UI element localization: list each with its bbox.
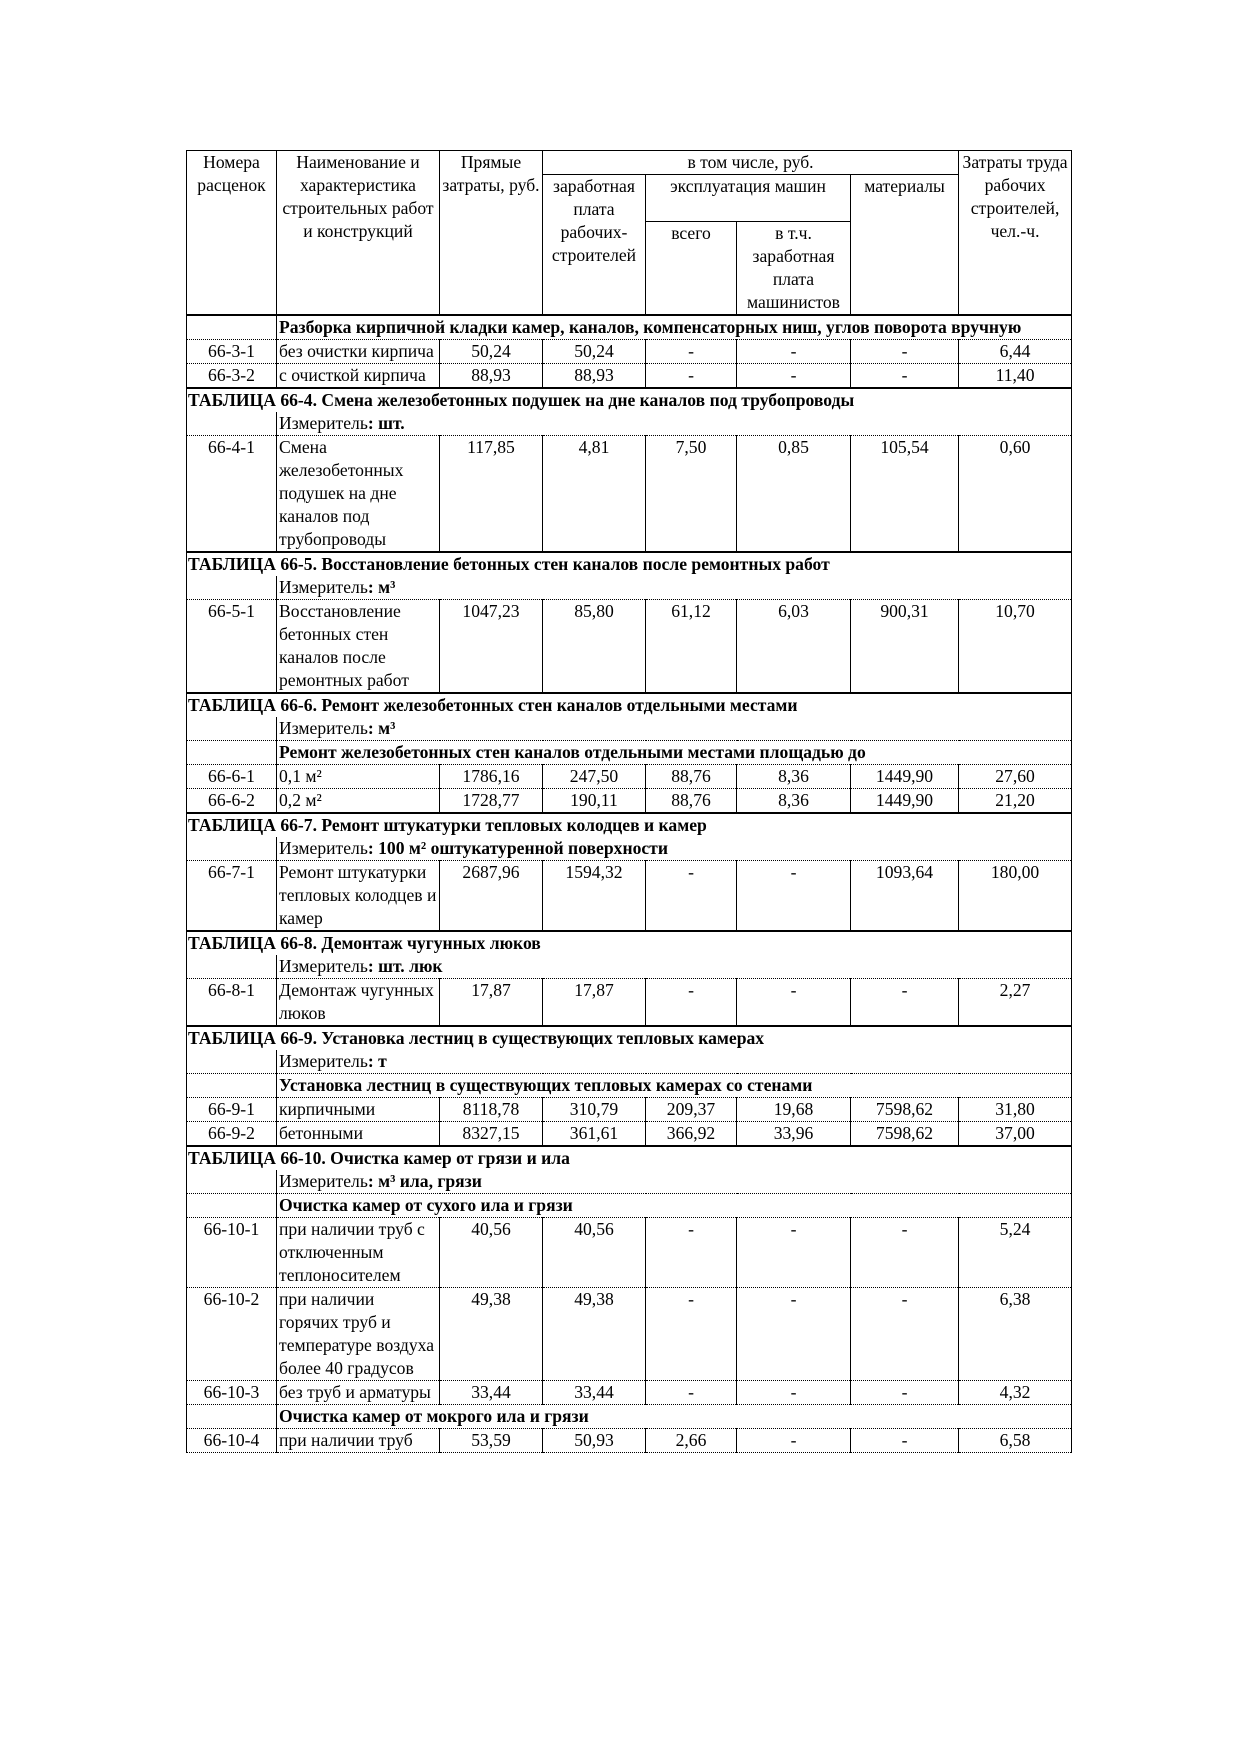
group-title: Ремонт железобетонных стен каналов отдельными местами площадью до [277, 741, 1072, 765]
rate-name: без очистки кирпича [277, 340, 440, 364]
rate-wage: 49,38 [543, 1288, 646, 1381]
rate-name: без труб и арматуры [277, 1381, 440, 1405]
rate-name: Смена железобетонных подушек на дне каналов под трубопроводы [277, 436, 440, 553]
measure-value: : м³ [367, 577, 396, 597]
measure [277, 717, 1072, 741]
rate-labor: 31,80 [959, 1098, 1072, 1122]
rate-wage: 1594,32 [543, 861, 646, 932]
rate-materials: - [851, 1429, 959, 1453]
rate-machines: 2,66 [646, 1429, 737, 1453]
rate-wage: 310,79 [543, 1098, 646, 1122]
rate-labor: 27,60 [959, 765, 1072, 789]
rate-labor: 0,60 [959, 436, 1072, 553]
rate-wage: 85,80 [543, 600, 646, 694]
rates-table [186, 150, 1072, 1453]
rate-code: 66-6-1 [187, 765, 277, 789]
table-row [187, 765, 1072, 789]
rate-code: 66-7-1 [187, 861, 277, 932]
rate-machines-wage: 0,85 [737, 436, 851, 553]
table-row [187, 1122, 1072, 1147]
table-title-row [187, 552, 1072, 576]
rate-materials: 1449,90 [851, 789, 959, 814]
rate-code: 66-9-2 [187, 1122, 277, 1147]
group-title: Установка лестниц в существующих тепловых камерах со стенами [277, 1074, 1072, 1098]
group-title: Очистка камер от мокрого ила и грязи [277, 1405, 1072, 1429]
rate-direct: 1728,77 [440, 789, 543, 814]
rate-wage: 17,87 [543, 979, 646, 1027]
rate-direct: 40,56 [440, 1218, 543, 1288]
table-title: ТАБЛИЦА 66-5. Восстановление бетонных стен каналов после ремонтных работ [187, 552, 1072, 576]
rate-wage: 33,44 [543, 1381, 646, 1405]
table-row [187, 436, 1072, 553]
header-machines: эксплуатация машин [646, 175, 851, 222]
table-title-row [187, 931, 1072, 955]
rate-wage: 88,93 [543, 364, 646, 389]
rate-machines-wage: 8,36 [737, 765, 851, 789]
rate-machines-wage: - [737, 979, 851, 1027]
rate-code: 66-5-1 [187, 600, 277, 694]
measure [277, 837, 1072, 861]
table-title-row [187, 1146, 1072, 1170]
table-row [187, 1429, 1072, 1453]
rate-direct: 49,38 [440, 1288, 543, 1381]
table-title-row [187, 1026, 1072, 1050]
rate-code: 66-10-1 [187, 1218, 277, 1288]
header-direct: Прямые затраты, руб. [440, 151, 543, 316]
measure-row [187, 1170, 1072, 1194]
header-row-1 [187, 151, 1072, 175]
rate-machines-wage: 33,96 [737, 1122, 851, 1147]
rate-name: Демонтаж чугунных люков [277, 979, 440, 1027]
rate-code: 66-8-1 [187, 979, 277, 1027]
rate-direct: 8327,15 [440, 1122, 543, 1147]
rate-code: 66-6-2 [187, 789, 277, 814]
measure [277, 955, 1072, 979]
measure-row [187, 576, 1072, 600]
measure-label: Измеритель [279, 956, 368, 976]
rate-direct: 8118,78 [440, 1098, 543, 1122]
rate-direct: 2687,96 [440, 861, 543, 932]
rate-machines-wage: 6,03 [737, 600, 851, 694]
measure-row [187, 837, 1072, 861]
rate-machines: - [646, 861, 737, 932]
rate-labor: 11,40 [959, 364, 1072, 389]
table-title: ТАБЛИЦА 66-4. Смена железобетонных подушек на дне каналов под трубопроводы [187, 388, 1072, 412]
rate-code: 66-10-3 [187, 1381, 277, 1405]
rate-machines-wage: - [737, 1218, 851, 1288]
rate-name: при наличии труб с отключенным теплоносителем [277, 1218, 440, 1288]
rate-wage: 50,24 [543, 340, 646, 364]
rate-name: кирпичными [277, 1098, 440, 1122]
rate-materials: - [851, 1218, 959, 1288]
measure-label: Измеритель [279, 1051, 368, 1071]
rate-machines: 61,12 [646, 600, 737, 694]
rate-machines: 366,92 [646, 1122, 737, 1147]
rate-name: с очисткой кирпича [277, 364, 440, 389]
rate-wage: 190,11 [543, 789, 646, 814]
rate-labor: 6,38 [959, 1288, 1072, 1381]
table-row [187, 979, 1072, 1027]
rate-machines-wage: - [737, 340, 851, 364]
rate-materials: - [851, 364, 959, 389]
rate-machines: 88,76 [646, 765, 737, 789]
measure [277, 576, 1072, 600]
rate-materials: 105,54 [851, 436, 959, 553]
rate-labor: 6,44 [959, 340, 1072, 364]
rate-direct: 50,24 [440, 340, 543, 364]
group-row [187, 741, 1072, 765]
rate-direct: 1047,23 [440, 600, 543, 694]
rate-machines-wage: 8,36 [737, 789, 851, 814]
rate-machines: - [646, 340, 737, 364]
rate-direct: 17,87 [440, 979, 543, 1027]
rate-machines-wage: - [737, 1429, 851, 1453]
rate-materials: - [851, 979, 959, 1027]
rate-code: 66-3-2 [187, 364, 277, 389]
rate-machines: - [646, 979, 737, 1027]
rate-wage: 40,56 [543, 1218, 646, 1288]
table-row [187, 364, 1072, 389]
header-machines-total: всего [646, 222, 737, 316]
rate-direct: 53,59 [440, 1429, 543, 1453]
rate-labor: 21,20 [959, 789, 1072, 814]
table-row [187, 861, 1072, 932]
header-including: в том числе, руб. [543, 151, 959, 175]
rate-labor: 180,00 [959, 861, 1072, 932]
rate-labor: 4,32 [959, 1381, 1072, 1405]
rate-labor: 10,70 [959, 600, 1072, 694]
rate-machines: 7,50 [646, 436, 737, 553]
rate-wage: 50,93 [543, 1429, 646, 1453]
rate-machines: 209,37 [646, 1098, 737, 1122]
measure-value: : м³ [367, 718, 396, 738]
rate-name: при наличии труб [277, 1429, 440, 1453]
measure-row [187, 412, 1072, 436]
rate-name: 0,1 м² [277, 765, 440, 789]
measure [277, 412, 1072, 436]
rate-code: 66-3-1 [187, 340, 277, 364]
measure-value: : т [367, 1051, 387, 1071]
group-row [187, 1194, 1072, 1218]
measure-label: Измеритель [279, 718, 368, 738]
measure-row [187, 1050, 1072, 1074]
rate-materials: - [851, 340, 959, 364]
rate-wage: 361,61 [543, 1122, 646, 1147]
table-title: ТАБЛИЦА 66-8. Демонтаж чугунных люков [187, 931, 1072, 955]
rate-code: 66-10-2 [187, 1288, 277, 1381]
rate-machines: - [646, 1288, 737, 1381]
group-title: Очистка камер от сухого ила и грязи [277, 1194, 1072, 1218]
header-name: Наименование и характеристика строительных работ и конструкций [277, 151, 440, 316]
rate-name: Восстановление бетонных стен каналов после ремонтных работ [277, 600, 440, 694]
rate-direct: 88,93 [440, 364, 543, 389]
rate-materials: 7598,62 [851, 1098, 959, 1122]
group-row [187, 1074, 1072, 1098]
rate-machines: - [646, 364, 737, 389]
rate-direct: 1786,16 [440, 765, 543, 789]
header-machines-wage: в т.ч. заработная плата машинистов [737, 222, 851, 316]
table-title: ТАБЛИЦА 66-6. Ремонт железобетонных стен каналов отдельными местами [187, 693, 1072, 717]
rate-code: 66-9-1 [187, 1098, 277, 1122]
measure-value: : м³ ила, грязи [367, 1171, 482, 1191]
table-title-row [187, 693, 1072, 717]
header-number: Номера расценок [187, 151, 277, 316]
rate-wage: 4,81 [543, 436, 646, 553]
rate-materials: 7598,62 [851, 1122, 959, 1147]
header-materials: материалы [851, 175, 959, 316]
table-row [187, 789, 1072, 814]
rate-direct: 33,44 [440, 1381, 543, 1405]
table-title-row [187, 813, 1072, 837]
table-row [187, 340, 1072, 364]
rate-materials: - [851, 1288, 959, 1381]
measure-row [187, 955, 1072, 979]
measure-value: : 100 м² оштукатуренной поверхности [367, 838, 668, 858]
rate-labor: 37,00 [959, 1122, 1072, 1147]
header-wage: заработная плата рабочих-строителей [543, 175, 646, 316]
table-title-row [187, 388, 1072, 412]
rate-name: 0,2 м² [277, 789, 440, 814]
rate-machines-wage: - [737, 1288, 851, 1381]
table-title: ТАБЛИЦА 66-7. Ремонт штукатурки тепловых колодцев и камер [187, 813, 1072, 837]
rate-name: бетонными [277, 1122, 440, 1147]
rate-machines-wage: - [737, 364, 851, 389]
rate-materials: 1093,64 [851, 861, 959, 932]
table-row [187, 1288, 1072, 1381]
rate-direct: 117,85 [440, 436, 543, 553]
rate-wage: 247,50 [543, 765, 646, 789]
rate-code: 66-4-1 [187, 436, 277, 553]
table-row [187, 1098, 1072, 1122]
rate-machines-wage: - [737, 1381, 851, 1405]
measure-label: Измеритель [279, 838, 368, 858]
section-row [187, 315, 1072, 340]
group-row [187, 1405, 1072, 1429]
table-row [187, 1381, 1072, 1405]
rate-labor: 2,27 [959, 979, 1072, 1027]
rate-materials: - [851, 1381, 959, 1405]
rate-labor: 5,24 [959, 1218, 1072, 1288]
measure [277, 1170, 1072, 1194]
rate-name: Ремонт штукатурки тепловых колодцев и камер [277, 861, 440, 932]
table-row [187, 600, 1072, 694]
rate-machines-wage: 19,68 [737, 1098, 851, 1122]
measure-value: : шт. люк [367, 956, 443, 976]
rate-machines: - [646, 1381, 737, 1405]
measure-value: : шт. [367, 413, 405, 433]
measure-label: Измеритель [279, 1171, 368, 1191]
rate-machines-wage: - [737, 861, 851, 932]
rate-name: при наличии горячих труб и температуре воздуха более 40 градусов [277, 1288, 440, 1381]
rate-machines: - [646, 1218, 737, 1288]
rate-machines: 88,76 [646, 789, 737, 814]
measure [277, 1050, 1072, 1074]
rate-materials: 1449,90 [851, 765, 959, 789]
measure-label: Измеритель [279, 413, 368, 433]
header-labor: Затраты труда рабочих строителей, чел.-ч. [959, 151, 1072, 316]
table-title: ТАБЛИЦА 66-9. Установка лестниц в существующих тепловых камерах [187, 1026, 1072, 1050]
measure-row [187, 717, 1072, 741]
rate-code: 66-10-4 [187, 1429, 277, 1453]
measure-label: Измеритель [279, 577, 368, 597]
rate-materials: 900,31 [851, 600, 959, 694]
section-title: Разборка кирпичной кладки камер, каналов, компенсаторных ниш, углов поворота вручную [277, 315, 1072, 340]
table-title: ТАБЛИЦА 66-10. Очистка камер от грязи и ила [187, 1146, 1072, 1170]
rate-labor: 6,58 [959, 1429, 1072, 1453]
table-row [187, 1218, 1072, 1288]
